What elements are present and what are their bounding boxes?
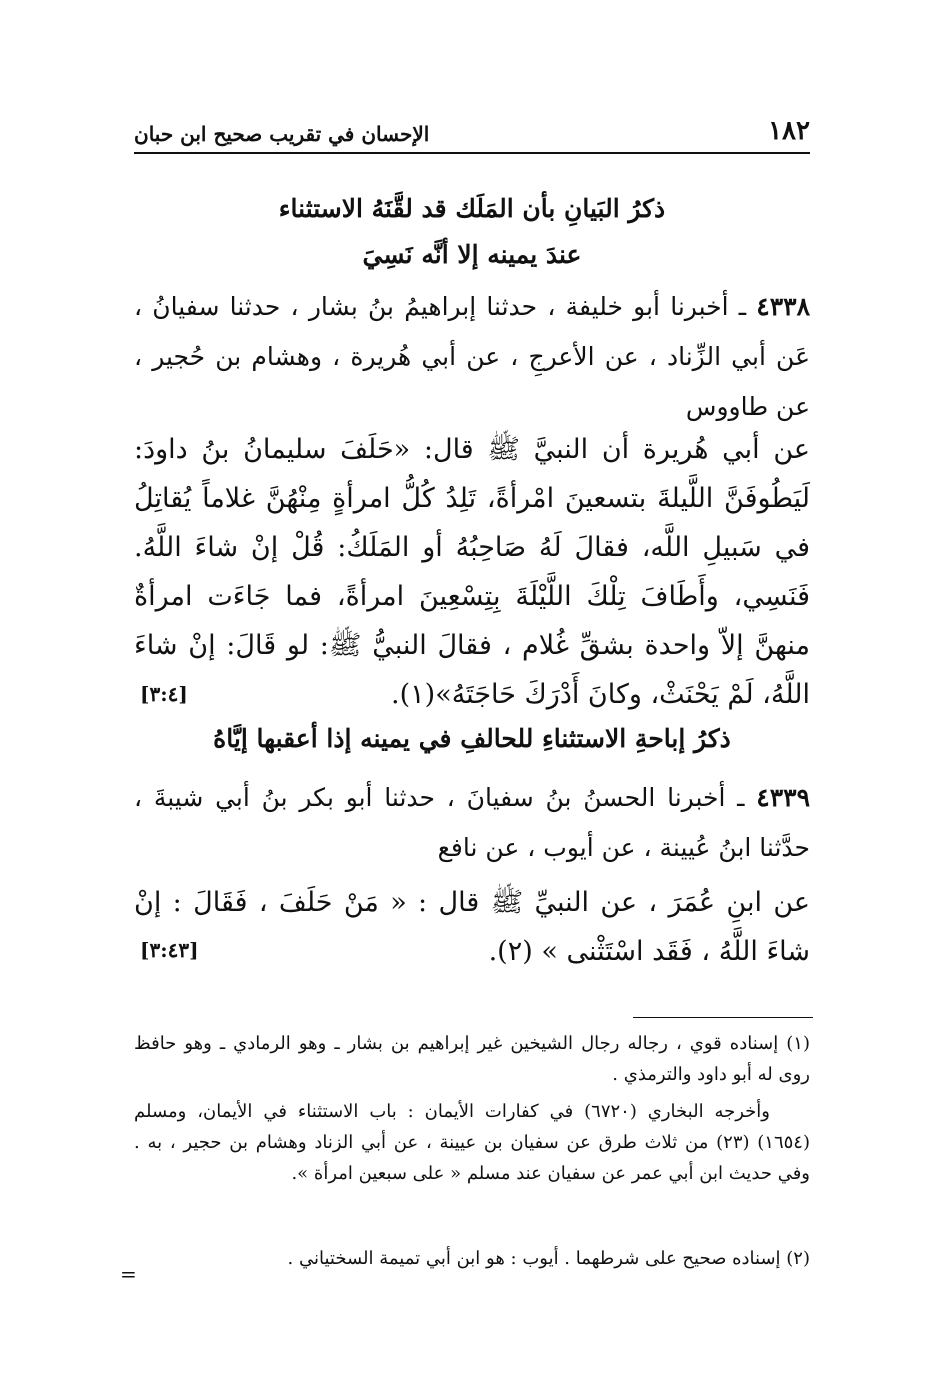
isnad-text: ـ أخبرنا أبو خليفة ، حدثنا إبراهيمُ بنُ بشار ، حدثنا سفيانُ ، عَن أبي الزِّناد ، عن الأعرجِ ، عن أبي هُريرة ، وهشام بن حُجير ، عن طاووس xyxy=(134,292,810,421)
footnote-separator xyxy=(633,1017,813,1018)
footnote-1b-text: وأخرجه البخاري (٦٧٢٠) في كفارات الأيمان : باب الاستثناء في الأيمان، ومسلم (١٦٥٤) (٢٣) من ثلاث طرق عن سفيان بن عيينة ، عن أبي الزناد وهشام بن حجير ، به . وفي حديث ابن أبي عمر عن سفيان عند مسلم « على سبعين امرأة ». xyxy=(134,1101,810,1184)
hadith-4339-reference: [٣:٤٣] xyxy=(140,938,199,962)
footnote-2: (٢) إسناده صحيح على شرطهما . أيوب : هو ابن أبي تميمة السختياني . xyxy=(287,1248,810,1269)
chapter-heading-1-line-2: عندَ يمينه إلا أنَّه نَسِيَ xyxy=(362,240,582,269)
hadith-4338-isnad xyxy=(134,282,810,432)
running-title: الإحسان في تقريب صحيح ابن حبان xyxy=(134,122,430,146)
hadith-4339-matn: عن ابنِ عُمَرَ ، عن النبيِّ ﷺ قال : « مَنْ حَلَفَ ، فَقَالَ : إنْ شاءَ اللَّهُ ، فَقَد اسْتَثْنى » (٢). xyxy=(134,887,810,967)
hadith-4338-reference: [٣:٤] xyxy=(140,682,188,706)
continuation-mark: = xyxy=(120,1262,137,1286)
page-header xyxy=(134,112,810,154)
isnad-text: ـ أخبرنا الحسنُ بنُ سفيانَ ، حدثنا أبو بكر بنُ أبي شيبةَ ، حدَّثنا ابنُ عُيينة ، عن أيوب ، عن نافع xyxy=(134,783,810,862)
chapter-heading-2-line-1: ذكرُ إباحةِ الاستثناءِ للحالفِ في يمينه إذا أعقبها إيَّاهُ xyxy=(213,724,731,753)
chapter-heading-2 xyxy=(134,716,810,762)
hadith-4338-matn: عن أبي هُريرة أن النبيَّ ﷺ قال: «حَلَفَ سليمانُ بنُ داودَ: لَيَطُوفَنَّ اللَّيلةَ بتسعينَ امْرأةً، تَلِدُ كُلُّ امرأةٍ مِنْهُنَّ غلاماً يُقاتِلُ في سَبيلِ اللَّه، فقالَ لَهُ صَاحِبُهُ أو المَلَكُ: قُلْ إنْ شاءَ اللَّهُ. فَنَسِي، وأَطَافَ تِلْكَ اللَّيْلَةَ بِتِسْعِينَ امرأةً، فما جَاءَت امرأةٌ منهنَّ إلاّ واحدة بشقِّ غُلام ، فقالَ النبيُّ ﷺ: لو قَالَ: إنْ شاءَ اللَّهُ، لَمْ يَحْنَثْ، وكانَ أَدْرَكَ حَاجَتَهُ»(١). xyxy=(134,434,810,710)
hadith-number: ٤٣٣٨ xyxy=(756,292,810,321)
hadith-4339-isnad xyxy=(134,773,810,873)
footnote-1a: (١) إسناده قوي ، رجاله رجال الشيخين غير إبراهيم بن بشار ـ وهو الرمادي ـ وهو حافظ روى له أبو داود والترمذي . xyxy=(134,1033,810,1085)
chapter-heading-1-line-1: ذكرُ البَيانِ بأن المَلَك قد لقَّنَهُ الاستثناء xyxy=(278,194,666,223)
hadith-number: ٤٣٣٩ xyxy=(756,783,810,812)
chapter-heading-1 xyxy=(134,186,810,278)
page-number: ١٨٢ xyxy=(768,116,810,146)
footnote-1b xyxy=(134,1096,810,1189)
